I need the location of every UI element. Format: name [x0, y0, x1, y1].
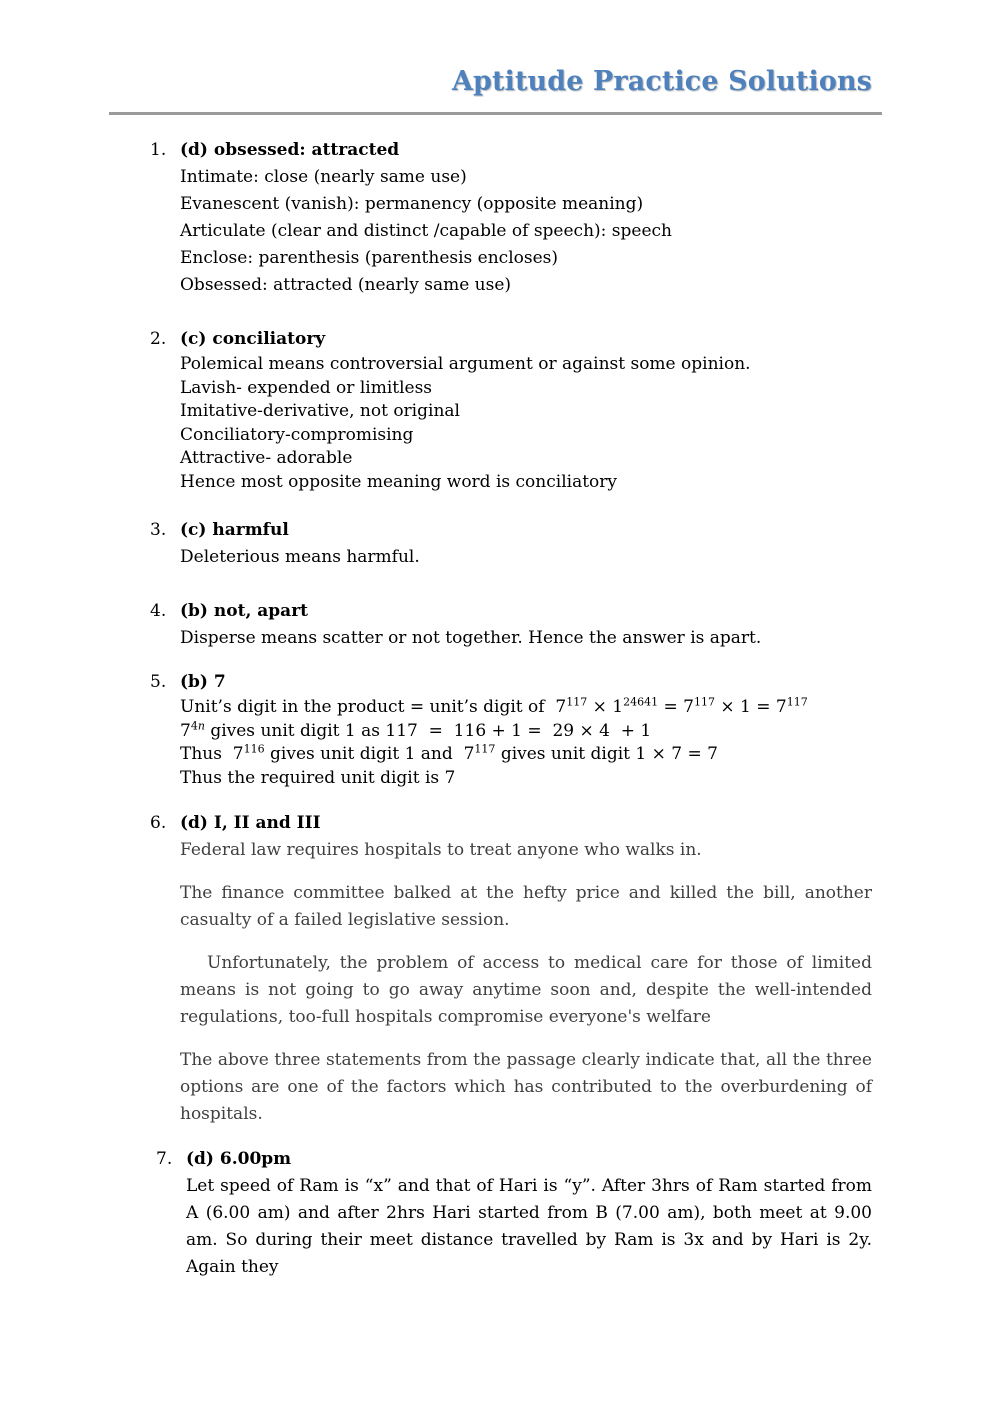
item-number: 1.: [150, 140, 167, 160]
math-expression: $7^{116}$: [232, 742, 265, 765]
answer-heading: (d) I, II and III: [180, 813, 321, 833]
item-body: [180, 669, 872, 790]
explanation-line: Lavish- expended or limitless: [180, 377, 433, 398]
answer-heading: (d) 6.00pm: [186, 1149, 292, 1169]
explanation-line: Conciliatory-compromising: [180, 424, 414, 445]
header-divider: [109, 112, 882, 115]
explanation-paragraph: Unfortunately, the problem of access to medical care for those of limited means is not going to go away anytime soon and, despite the well-intended regulations, too-full hospitals compromise everyone's welfare: [180, 953, 872, 1027]
header-title: Aptitude Practice Solutions: [452, 66, 872, 97]
item-number: 4.: [150, 601, 167, 621]
math-line-1: [180, 696, 872, 720]
line-text: Thus: [180, 744, 222, 765]
math-expression: $7^{117} \times 1^{24641} = 7^{117} \times 1 = 7^{117}$: [555, 695, 808, 717]
item-number: 6.: [150, 813, 167, 833]
explanation-line: Disperse means scatter or not together. Hence the answer is apart.: [180, 628, 762, 648]
explanation-line: Articulate (clear and distinct /capable of speech): speech: [180, 221, 672, 241]
explanation-line: Thus the required unit digit is 7: [180, 767, 456, 788]
line-text: gives unit digit: [500, 744, 630, 765]
explanation-line: Attractive- adorable: [180, 448, 353, 469]
math-expression: $7^{117}$: [463, 742, 496, 765]
math-line-2: [180, 720, 872, 744]
math-equation: 117 = 116 + 1 = 29 × 4 + 1: [385, 720, 652, 741]
explanation-line: Enclose: parenthesis (parenthesis encloses): [180, 248, 559, 268]
answer-heading: (b) 7: [180, 672, 226, 692]
explanation-paragraph: Let speed of Ram is “x” and that of Hari is “y”. After 3hrs of Ram started from A (6.00 am) and after 2hrs Hari started from B (7.00 am), both meet at 9.00 am. So during their meet distance travelled by Ram is 3x and by Hari is 2y. Again they: [186, 1176, 872, 1277]
explanation-paragraph: The above three statements from the passage clearly indicate that, all the three options are one of the factors which has contributed to the overburdening of hospitals.: [180, 1050, 872, 1124]
explanation-line: Obsessed: attracted (nearly same use): [180, 275, 512, 295]
answer-heading: (b) not, apart: [180, 601, 309, 621]
explanation-line: Evanescent (vanish): permanency (opposite meaning): [180, 194, 644, 214]
explanation-paragraph: Federal law requires hospitals to treat anyone who walks in.: [180, 840, 702, 860]
answer-heading: (d) obsessed: attracted: [180, 140, 400, 160]
item-number: 5.: [150, 672, 167, 692]
answer-heading: (c) harmful: [180, 520, 289, 540]
line-text: gives unit digit 1 as: [210, 720, 380, 741]
item-body: [186, 1146, 872, 1281]
item-body: [180, 810, 872, 1128]
explanation-line: Deleterious means harmful.: [180, 547, 420, 567]
item-body: [180, 598, 872, 652]
item-body: [180, 326, 872, 495]
explanation-line: Hence most opposite meaning word is conciliatory: [180, 471, 617, 492]
math-equation: 1 × 7 = 7: [635, 744, 718, 765]
explanation-paragraph: The finance committee balked at the hefty price and killed the bill, another casualty of a failed legislative session.: [180, 883, 872, 930]
answer-heading: (c) conciliatory: [180, 329, 326, 349]
math-line-3: [180, 743, 872, 767]
line-text: gives unit digit 1 and: [270, 744, 453, 765]
item-number: 3.: [150, 520, 167, 540]
explanation-line: Imitative-derivative, not original: [180, 401, 460, 422]
explanation-line: Polemical means controversial argument or against some opinion.: [180, 354, 751, 374]
line-text: Unit’s digit in the product = unit’s digit of: [180, 697, 545, 717]
item-body: [180, 517, 872, 571]
item-number: 2.: [150, 329, 167, 349]
item-body: [180, 137, 872, 299]
math-expression: $7^{4n}$: [180, 718, 205, 741]
item-number: 7.: [156, 1149, 173, 1169]
explanation-line: Intimate: close (nearly same use): [180, 167, 467, 187]
